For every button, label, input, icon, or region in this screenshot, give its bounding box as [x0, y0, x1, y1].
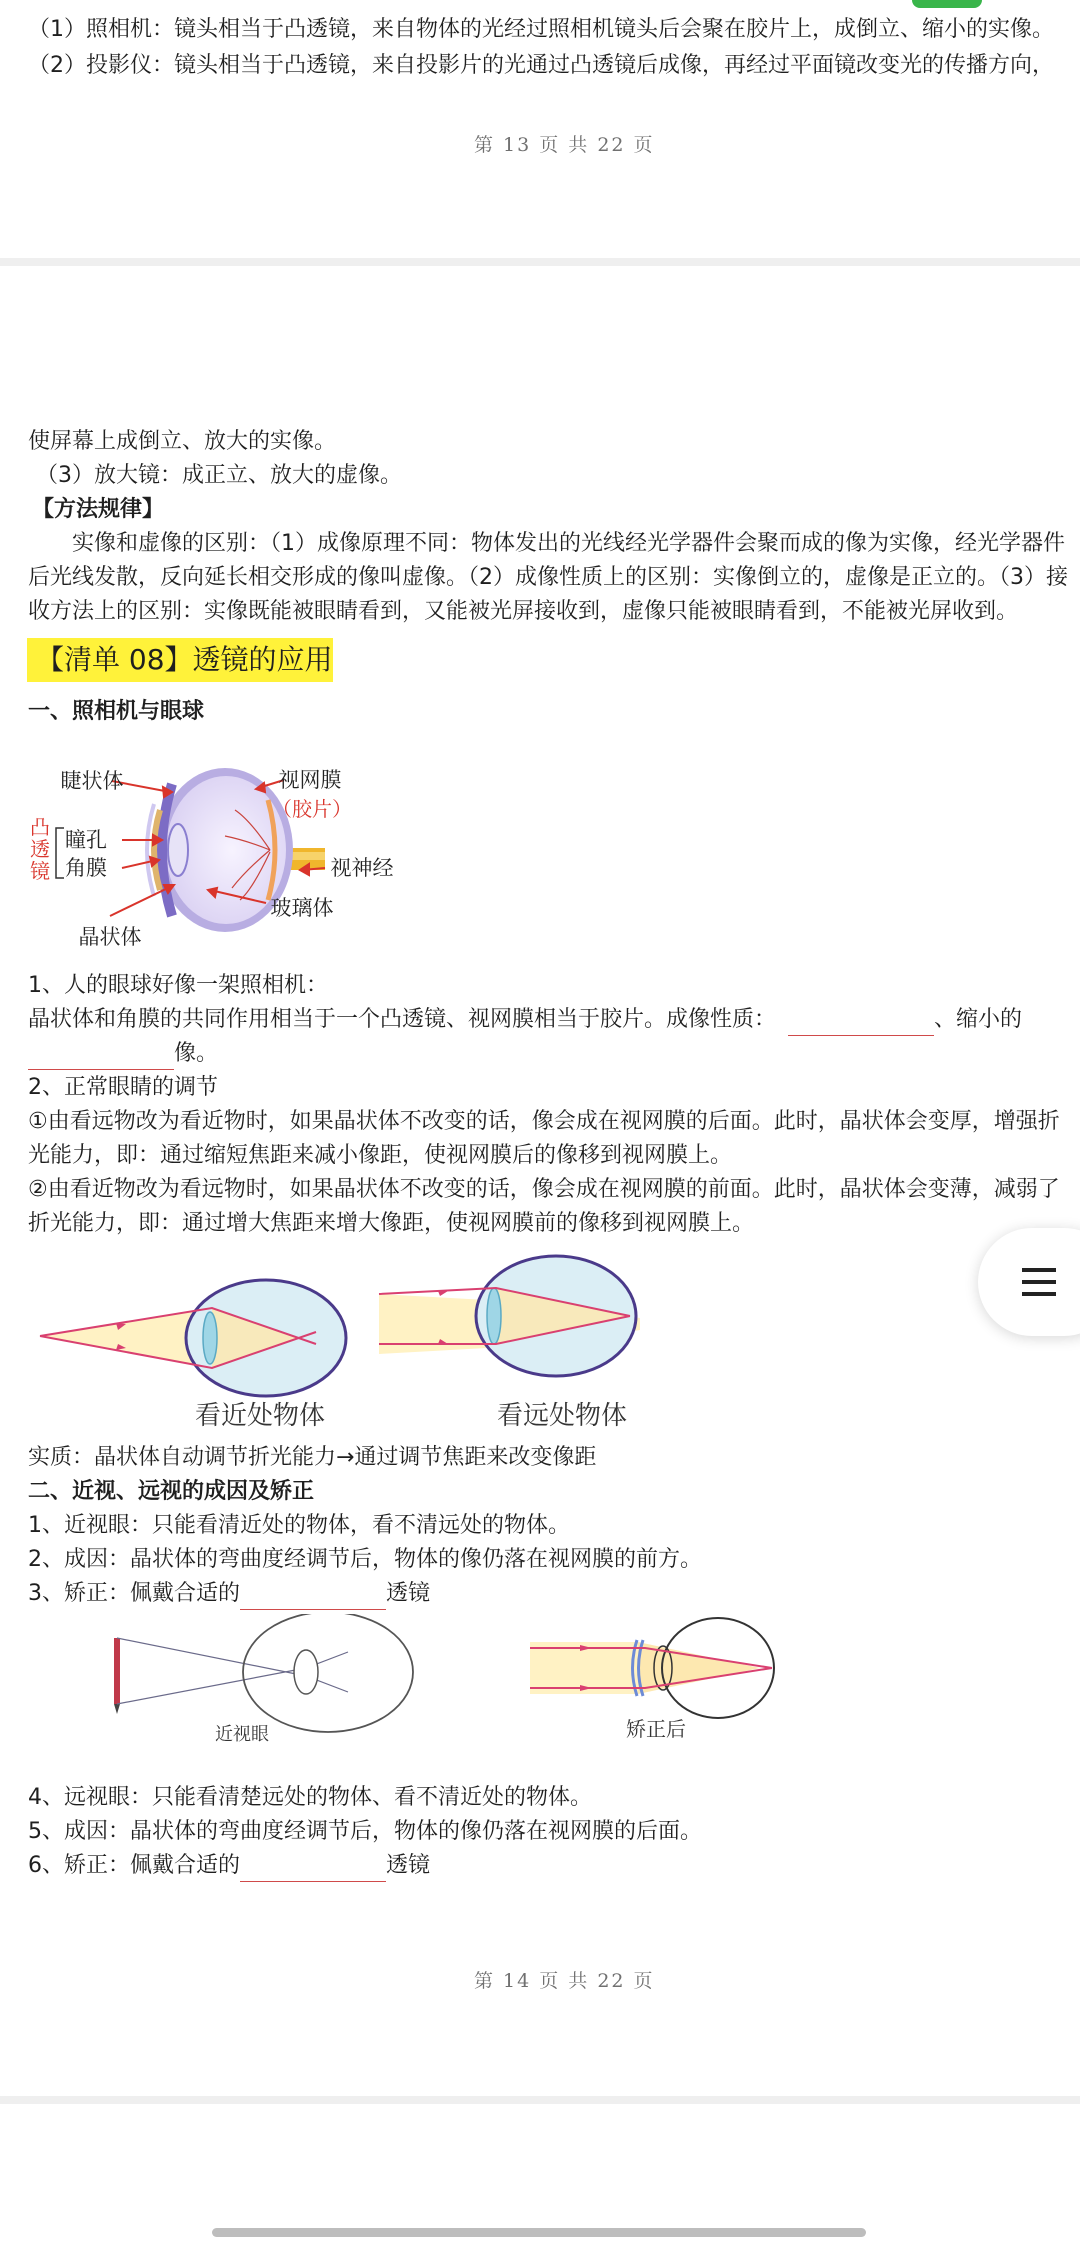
page13-line-projector: （2）投影仪：镜头相当于凸透镜，来自投影片的光通过凸透镜后成像，再经过平面镜改变光的传播方向，: [28, 53, 1055, 78]
image-suffix: 像。: [174, 1041, 219, 1066]
method-title: 【方法规律】: [32, 497, 165, 522]
hyperopia-correction-text: 6、矫正：佩戴合适的: [28, 1853, 240, 1878]
list-title: 【清单 08】透镜的应用: [36, 643, 333, 676]
myopia-line-2: 2、成因：晶状体的弯曲度经调节后，物体的像仍落在视网膜的前方。: [28, 1547, 702, 1572]
answer-blank-3[interactable]: [240, 1587, 386, 1610]
caption-corrected: 矫正后: [626, 1717, 686, 1741]
label-optic-nerve: 视神经: [330, 856, 394, 880]
myopia-line-3: [28, 1578, 430, 1610]
myopia-correction-text: 3、矫正：佩戴合适的: [28, 1581, 240, 1606]
myopia-diagram: [100, 1614, 800, 1750]
hyperopia-line-3: [28, 1850, 430, 1882]
caption-myopia: 近视眼: [215, 1724, 269, 1745]
menu-button[interactable]: [978, 1228, 1080, 1336]
section2-title: 二、近视、远视的成因及矫正: [28, 1479, 315, 1504]
focus-diagram: [28, 1240, 688, 1440]
hyperopia-line-1: 4、远视眼：只能看清楚远处的物体、看不清近处的物体。: [28, 1785, 592, 1810]
answer-blank-2[interactable]: [28, 1047, 174, 1070]
accommodation-line-4: 折光能力，即：通过增大焦距来增大像距，使视网膜前的像移到视网膜上。: [28, 1211, 755, 1236]
page13-line-camera: （1）照相机：镜头相当于凸透镜，来自物体的光经过照相机镜头后会聚在胶片上，成倒立、缩小的实像。: [28, 17, 1055, 42]
hyperopia-line-2: 5、成因：晶状体的弯曲度经调节后，物体的像仍落在视网膜的后面。: [28, 1819, 702, 1844]
eye-imaging-text: 晶状体和角膜的共同作用相当于一个凸透镜、视网膜相当于胶片。成像性质：: [28, 1007, 777, 1032]
label-ciliary: 睫状体: [60, 769, 124, 793]
eye-imaging-line-2: [28, 1038, 218, 1070]
method-line-3: 收方法上的区别：实像既能被眼睛看到，又能被光屏接收到，虚像只能被眼睛看到，不能被光屏收到。: [28, 599, 1019, 624]
green-tag: [912, 0, 982, 8]
home-indicator[interactable]: [212, 2228, 866, 2237]
method-line-1: 实像和虚像的区别：（1）成像原理不同：物体发出的光线经光学器件会聚而成的像为实像，经光学器件: [72, 531, 1066, 556]
page14-number: 第 14 页 共 22 页: [474, 1970, 655, 1992]
label-convex-2: 透: [30, 837, 50, 861]
eye-imaging-suffix: 、缩小的: [934, 1007, 1023, 1032]
caption-near: 看近处物体: [194, 1401, 326, 1431]
label-pupil: 瞳孔: [65, 828, 107, 852]
normal-eye-title: 2、正常眼睛的调节: [28, 1075, 218, 1100]
magnifier-line: （3）放大镜：成正立、放大的虚像。: [36, 463, 402, 488]
accommodation-line-2: 光能力，即：通过缩短焦距来减小像距，使视网膜后的像移到视网膜上。: [28, 1143, 733, 1168]
accommodation-line-3: ②由看近物改为看远物时，如果晶状体不改变的话，像会成在视网膜的前面。此时，晶状体会变薄，减弱了: [28, 1177, 1060, 1202]
caption-far: 看远处物体: [496, 1401, 628, 1431]
method-line-2: 后光线发散，反向延长相交形成的像叫虚像。（2）成像性质上的区别：实像倒立的，虚像是正立的。（3）接: [28, 565, 1068, 590]
page13-number: 第 13 页 共 22 页: [474, 134, 655, 156]
projector-continued: 使屏幕上成倒立、放大的实像。: [28, 429, 337, 454]
label-convex-1: 凸: [30, 815, 50, 839]
eye-imaging-line: [28, 1004, 1022, 1036]
answer-blank-4[interactable]: [240, 1859, 386, 1882]
label-film: （胶片）: [272, 797, 352, 821]
label-lens: 晶状体: [78, 925, 142, 949]
hyperopia-correction-suffix: 透镜: [386, 1853, 431, 1878]
label-cornea: 角膜: [65, 856, 107, 880]
label-retina: 视网膜: [278, 768, 342, 792]
myopia-line-1: 1、近视眼：只能看清近处的物体，看不清远处的物体。: [28, 1513, 570, 1538]
section1-title: 一、照相机与眼球: [28, 699, 205, 724]
eye-anatomy-diagram: [20, 740, 400, 960]
page-gap-2: [0, 2096, 1080, 2104]
myopia-correction-suffix: 透镜: [386, 1581, 431, 1606]
label-convex-3: 镜: [30, 859, 50, 883]
eye-camera-line: 1、人的眼球好像一架照相机：: [28, 973, 328, 998]
accommodation-line-1: ①由看远物改为看近物时，如果晶状体不改变的话，像会成在视网膜的后面。此时，晶状体会变厚，增强折: [28, 1109, 1060, 1134]
hamburger-menu-icon: [1022, 1266, 1058, 1298]
answer-blank-1[interactable]: [788, 1013, 934, 1036]
essence-line: 实质：晶状体自动调节折光能力→通过调节焦距来改变像距: [28, 1445, 597, 1470]
page-gap: [0, 258, 1080, 266]
label-vitreous: 玻璃体: [270, 896, 334, 920]
